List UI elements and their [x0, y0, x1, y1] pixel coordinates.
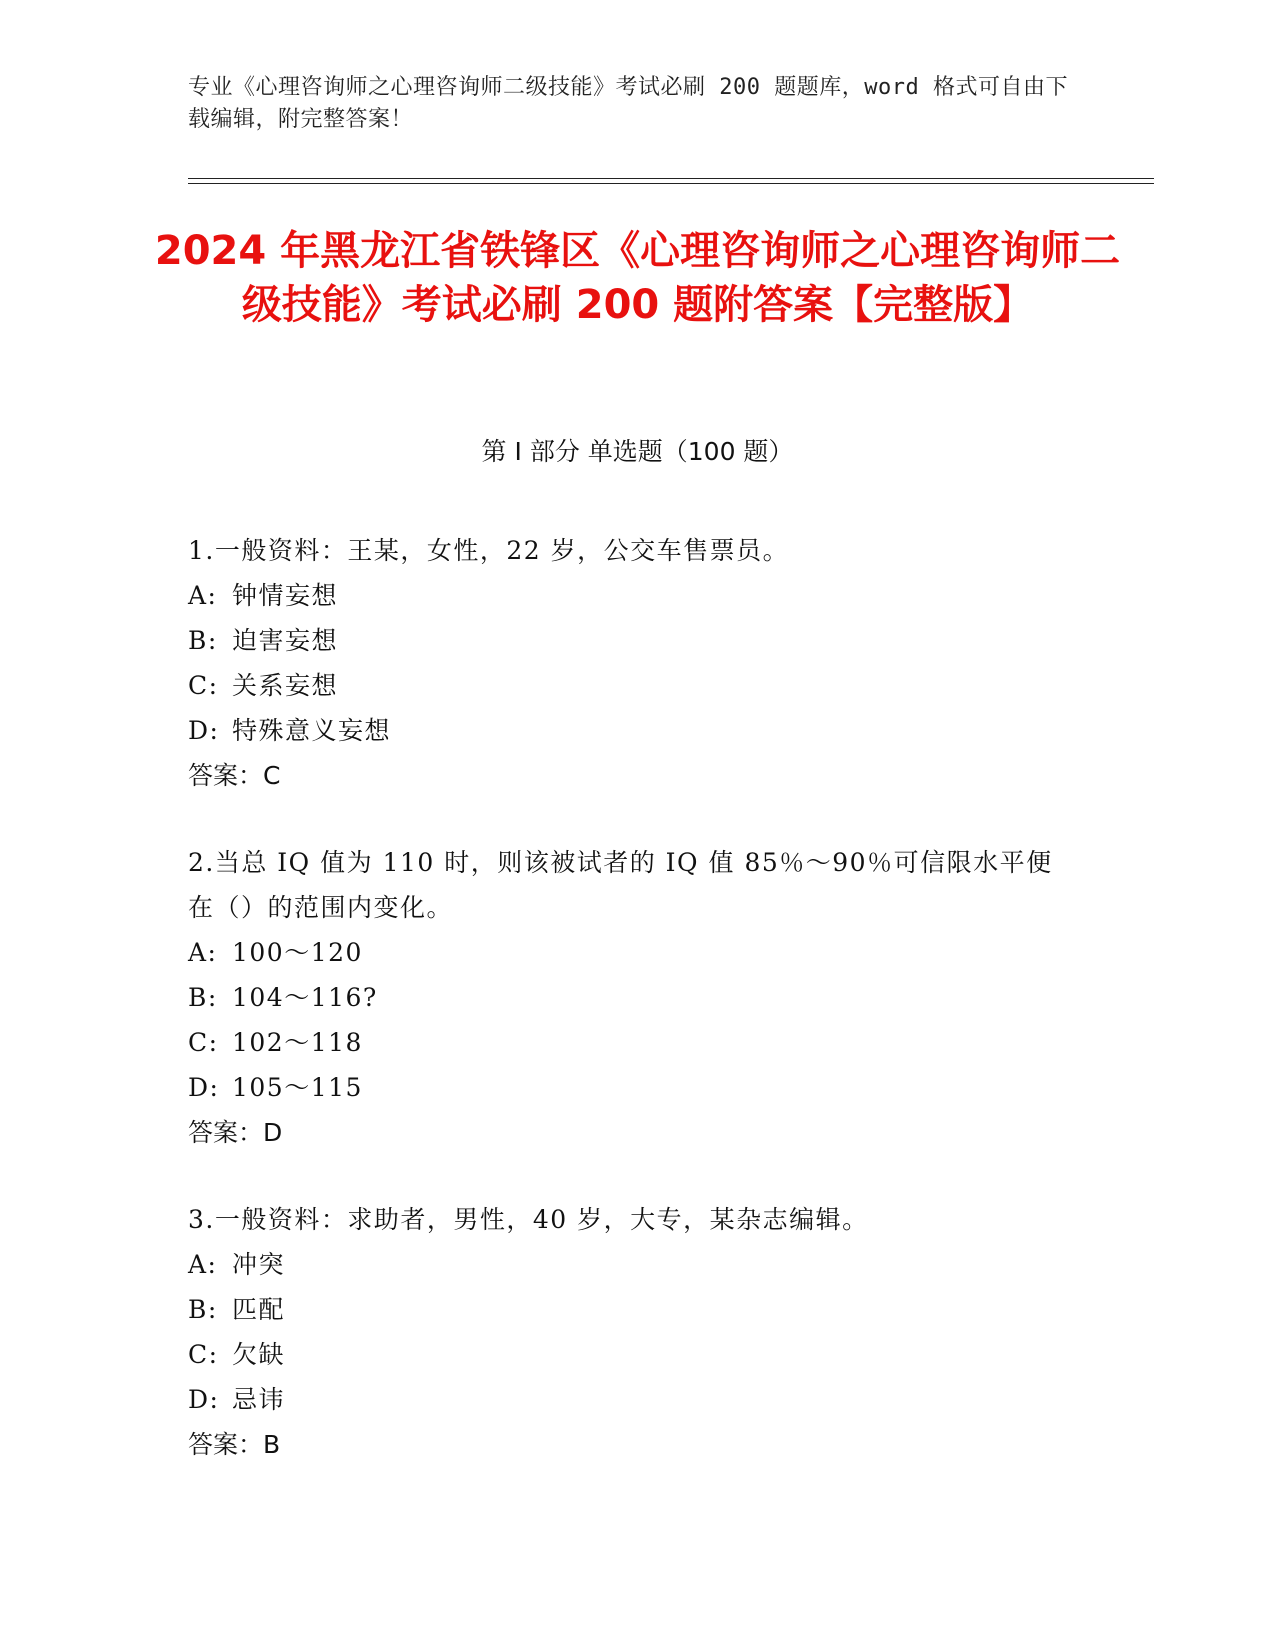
question-1 [188, 528, 1078, 798]
answer-line: 答案：C [188, 761, 281, 790]
option-text: 钟情妄想 [232, 581, 339, 610]
answer-line: 答案：B [188, 1430, 281, 1459]
option-text: 匹配 [232, 1295, 286, 1324]
option-a [188, 573, 1078, 618]
option-d [188, 708, 1078, 753]
option-letter: C: [188, 1340, 219, 1369]
option-b [188, 618, 1078, 663]
option-text: 102～118 [232, 1028, 363, 1057]
section-heading: 第 I 部分 单选题（100 题） [481, 437, 794, 466]
option-text: 忌讳 [232, 1385, 286, 1414]
option-b [188, 975, 1078, 1020]
option-text: 迫害妄想 [232, 626, 339, 655]
option-text: 冲突 [232, 1250, 286, 1279]
option-text: 特殊意义妄想 [232, 716, 392, 745]
option-text: 100～120 [232, 938, 363, 967]
option-text: 104～116? [232, 983, 378, 1012]
document-title: 2024 年黑龙江省铁锋区《心理咨询师之心理咨询师二级技能》考试必刷 200 题附答案【完整版】 [154, 228, 1121, 328]
question-3 [188, 1197, 1078, 1467]
option-letter: B: [188, 1295, 218, 1324]
option-d [188, 1377, 1078, 1422]
option-letter: B: [188, 626, 218, 655]
option-letter: B: [188, 983, 218, 1012]
answer-line: 答案：D [188, 1118, 283, 1147]
question-2 [188, 840, 1078, 1155]
header-divider-bottom [188, 183, 1154, 184]
option-letter: D: [188, 1073, 220, 1102]
option-c [188, 663, 1078, 708]
option-text: 105～115 [232, 1073, 363, 1102]
option-letter: A: [188, 938, 218, 967]
option-a [188, 1242, 1078, 1287]
option-letter: D: [188, 716, 220, 745]
option-a [188, 930, 1078, 975]
option-d [188, 1065, 1078, 1110]
question-list [188, 528, 1078, 1509]
question-stem: 3.一般资料：求助者，男性，40 岁，大专，某杂志编辑。 [188, 1205, 869, 1234]
question-stem: 1.一般资料：王某，女性，22 岁，公交车售票员。 [188, 536, 790, 565]
option-letter: C: [188, 1028, 219, 1057]
option-text: 欠缺 [232, 1340, 286, 1369]
option-letter: D: [188, 1385, 220, 1414]
option-c [188, 1332, 1078, 1377]
option-c [188, 1020, 1078, 1065]
option-letter: C: [188, 671, 219, 700]
option-text: 关系妄想 [232, 671, 339, 700]
option-letter: A: [188, 1250, 218, 1279]
header-note: 专业《心理咨询师之心理咨询师二级技能》考试必刷 200 题题库，word 格式可自由下载编辑，附完整答案！ [188, 75, 1068, 132]
option-b [188, 1287, 1078, 1332]
header-divider-top [188, 178, 1154, 179]
question-stem: 2.当总 IQ 值为 110 时，则该被试者的 IQ 值 85％～90％可信限水平便在（）的范围内变化。 [188, 848, 1053, 922]
option-letter: A: [188, 581, 218, 610]
